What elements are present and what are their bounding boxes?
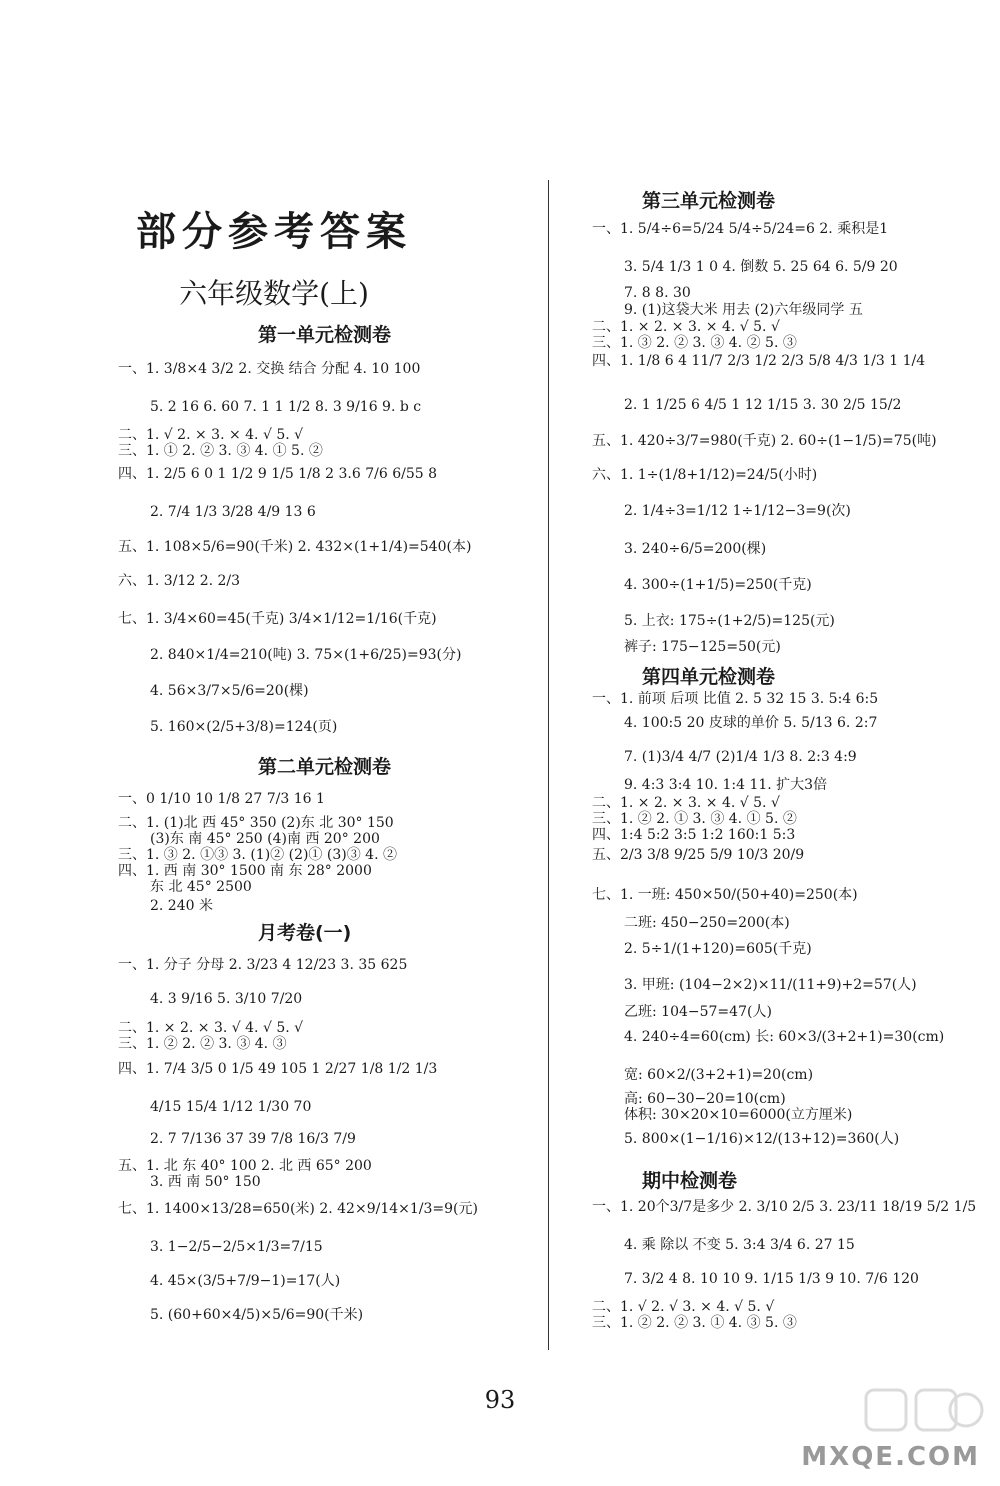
answer-line: 7. 3/2 4 8. 10 10 9. 1/15 1/3 9 10. 7/6 120 xyxy=(624,1271,919,1287)
answer-line: 一、1. 20个3/7是多少 2. 3/10 2/5 3. 23/11 18/19 5/2 1/5 xyxy=(592,1199,977,1215)
answer-line: 二、1. (1)北 西 45° 350 (2)东 北 30° 150 xyxy=(118,815,394,831)
answer-line: 5. 上衣: 175÷(1+2/5)=125(元) xyxy=(624,613,835,629)
answer-line: 4. 100:5 20 皮球的单价 5. 5/13 6. 2:7 xyxy=(624,715,878,731)
answer-line: 裤子: 175−125=50(元) xyxy=(624,639,781,655)
answer-line: 三、1. ② 2. ② 3. ③ 4. ③ xyxy=(118,1036,287,1052)
answer-line: 二、1. × 2. × 3. × 4. √ 5. √ xyxy=(592,795,780,811)
answer-line: 4. 3 9/16 5. 3/10 7/20 xyxy=(150,991,303,1007)
answer-line: 七、1. 1400×13/28=650(米) 2. 42×9/14×1/3=9(元) xyxy=(118,1201,478,1217)
answer-line: 东 北 45° 2500 xyxy=(150,879,252,895)
answer-line: 4/15 15/4 1/12 1/30 70 xyxy=(150,1099,312,1115)
answer-line: 2. 840×1/4=210(吨) 3. 75×(1+6/25)=93(分) xyxy=(150,647,462,663)
answer-line: 3. 西 南 50° 150 xyxy=(150,1174,261,1190)
section-title: 第一单元检测卷 xyxy=(258,324,392,346)
answer-line: 四、1. 2/5 6 0 1 1/2 9 1/5 1/8 2 3.6 7/6 6/55 8 xyxy=(118,466,438,482)
answer-line: 三、1. ① 2. ② 3. ③ 4. ① 5. ② xyxy=(118,443,323,459)
answer-line: 9. (1)这袋大米 用去 (2)六年级同学 五 xyxy=(624,302,863,318)
answer-line: 五、1. 420÷3/7=980(千克) 2. 60÷(1−1/5)=75(吨) xyxy=(592,433,937,449)
answer-line: 5. 2 16 6. 60 7. 1 1 1/2 8. 3 9/16 9. b c xyxy=(150,399,422,415)
answer-line: 二、1. × 2. × 3. √ 4. √ 5. √ xyxy=(118,1020,304,1036)
answer-line: 宽: 60×2/(3+2+1)=20(cm) xyxy=(624,1067,814,1083)
answer-line: 5. 800×(1−1/16)×12/(13+12)=360(人) xyxy=(624,1131,900,1147)
answer-line: 四、1. 西 南 30° 1500 南 东 28° 2000 xyxy=(118,863,372,879)
answer-line: 3. 240÷6/5=200(棵) xyxy=(624,541,767,557)
answer-line: 四、1. 7/4 3/5 0 1/5 49 105 1 2/27 1/8 1/2 1/3 xyxy=(118,1061,438,1077)
answer-line: 七、1. 一班: 450×50/(50+40)=250(本) xyxy=(592,887,858,903)
answer-line: 体积: 30×20×10=6000(立方厘米) xyxy=(624,1107,853,1123)
answer-line: 二班: 450−250=200(本) xyxy=(624,915,790,931)
answer-line: 2. 7 7/136 37 39 7/8 16/3 7/9 xyxy=(150,1131,356,1147)
section-title: 第二单元检测卷 xyxy=(258,756,392,778)
answer-line: 六、1. 3/12 2. 2/3 xyxy=(118,573,241,589)
answer-line: 2. 1/4÷3=1/12 1÷1/12−3=9(次) xyxy=(624,503,851,519)
answer-line: 一、1. 3/8×4 3/2 2. 交换 结合 分配 4. 10 100 xyxy=(118,361,421,377)
answer-line: 七、1. 3/4×60=45(千克) 3/4×1/12=1/16(千克) xyxy=(118,611,437,627)
grade-title: 六年级数学(上) xyxy=(179,277,369,310)
answer-line: 3. 5/4 1/3 1 0 4. 倒数 5. 25 64 6. 5/9 20 xyxy=(624,259,898,275)
answer-line: 一、1. 前项 后项 比值 2. 5 32 15 3. 5:4 6:5 xyxy=(592,691,879,707)
section-title: 期中检测卷 xyxy=(642,1170,738,1192)
answer-line: 3. 甲班: (104−2×2)×11/(11+9)+2=57(人) xyxy=(624,977,917,993)
section-title: 第三单元检测卷 xyxy=(642,190,776,212)
answer-line: 五、1. 北 东 40° 100 2. 北 西 65° 200 xyxy=(118,1158,372,1174)
answer-line: 四、1:4 5:2 3:5 1:2 160:1 5:3 xyxy=(592,827,796,843)
answer-line: 4. 45×(3/5+7/9−1)=17(人) xyxy=(150,1273,341,1289)
section-title: 月考卷(一) xyxy=(258,922,352,944)
answer-line: 二、1. √ 2. √ 3. × 4. √ 5. √ xyxy=(592,1299,775,1315)
answer-line: 2. 5÷1/(1+120)=605(千克) xyxy=(624,941,812,957)
answer-line: 5. (60+60×4/5)×5/6=90(千米) xyxy=(150,1307,364,1323)
answer-line: 二、1. × 2. × 3. × 4. √ 5. √ xyxy=(592,319,780,335)
answer-line: 高: 60−30−20=10(cm) xyxy=(624,1091,786,1107)
answer-line: 9. 4:3 3:4 10. 1:4 11. 扩大3倍 xyxy=(624,777,828,793)
answer-line: 乙班: 104−57=47(人) xyxy=(624,1004,772,1020)
answer-line: 四、1. 1/8 6 4 11/7 2/3 1/2 2/3 5/8 4/3 1/3 1 1/4 xyxy=(592,353,926,369)
answer-line: 二、1. √ 2. × 3. × 4. √ 5. √ xyxy=(118,427,304,443)
answer-line: (3)东 南 45° 250 (4)南 西 20° 200 xyxy=(150,831,380,847)
answer-line: 3. 1−2/5−2/5×1/3=7/15 xyxy=(150,1239,323,1255)
answer-line: 4. 240÷4=60(cm) 长: 60×3/(3+2+1)=30(cm) xyxy=(624,1029,945,1045)
answer-line: 三、1. ③ 2. ② 3. ③ 4. ② 5. ③ xyxy=(592,335,797,351)
answer-line: 2. 240 米 xyxy=(150,898,213,914)
answer-line: 7. 8 8. 30 xyxy=(624,285,691,301)
answer-line: 三、1. ② 2. ② 3. ① 4. ③ 5. ③ xyxy=(592,1315,797,1331)
answer-line: 五、1. 108×5/6=90(千米) 2. 432×(1+1/4)=540(本) xyxy=(118,539,472,555)
page-number: 93 xyxy=(484,1386,516,1414)
column-divider xyxy=(548,180,549,1350)
answer-line: 4. 56×3/7×5/6=20(棵) xyxy=(150,683,309,699)
answer-line: 4. 300÷(1+1/5)=250(千克) xyxy=(624,577,812,593)
answer-line: 三、1. ③ 2. ①③ 3. (1)② (2)① (3)③ 4. ② xyxy=(118,847,397,863)
answer-line: 4. 乘 除以 不变 5. 3:4 3/4 6. 27 15 xyxy=(624,1237,855,1253)
watermark-text: MXQE.COM xyxy=(801,1442,980,1472)
answer-line: 2. 7/4 1/3 3/28 4/9 13 6 xyxy=(150,504,316,520)
answer-line: 7. (1)3/4 4/7 (2)1/4 1/3 8. 2:3 4:9 xyxy=(624,749,857,765)
answer-line: 5. 160×(2/5+3/8)=124(页) xyxy=(150,719,338,735)
answer-line: 一、1. 5/4÷6=5/24 5/4÷5/24=6 2. 乘积是1 xyxy=(592,221,889,237)
answer-line: 五、2/3 3/8 9/25 5/9 10/3 20/9 xyxy=(592,847,805,863)
answer-line: 一、1. 分子 分母 2. 3/23 4 12/23 3. 35 625 xyxy=(118,957,408,973)
section-title: 第四单元检测卷 xyxy=(642,666,776,688)
answer-line: 三、1. ② 2. ① 3. ③ 4. ① 5. ② xyxy=(592,811,797,827)
main-title: 部分参考答案 xyxy=(136,208,412,255)
answer-line: 2. 1 1/25 6 4/5 1 12 1/15 3. 30 2/5 15/2 xyxy=(624,397,902,413)
answer-line: 一、0 1/10 10 1/8 27 7/3 16 1 xyxy=(118,791,325,807)
answer-line: 六、1. 1÷(1/8+1/12)=24/5(小时) xyxy=(592,467,818,483)
